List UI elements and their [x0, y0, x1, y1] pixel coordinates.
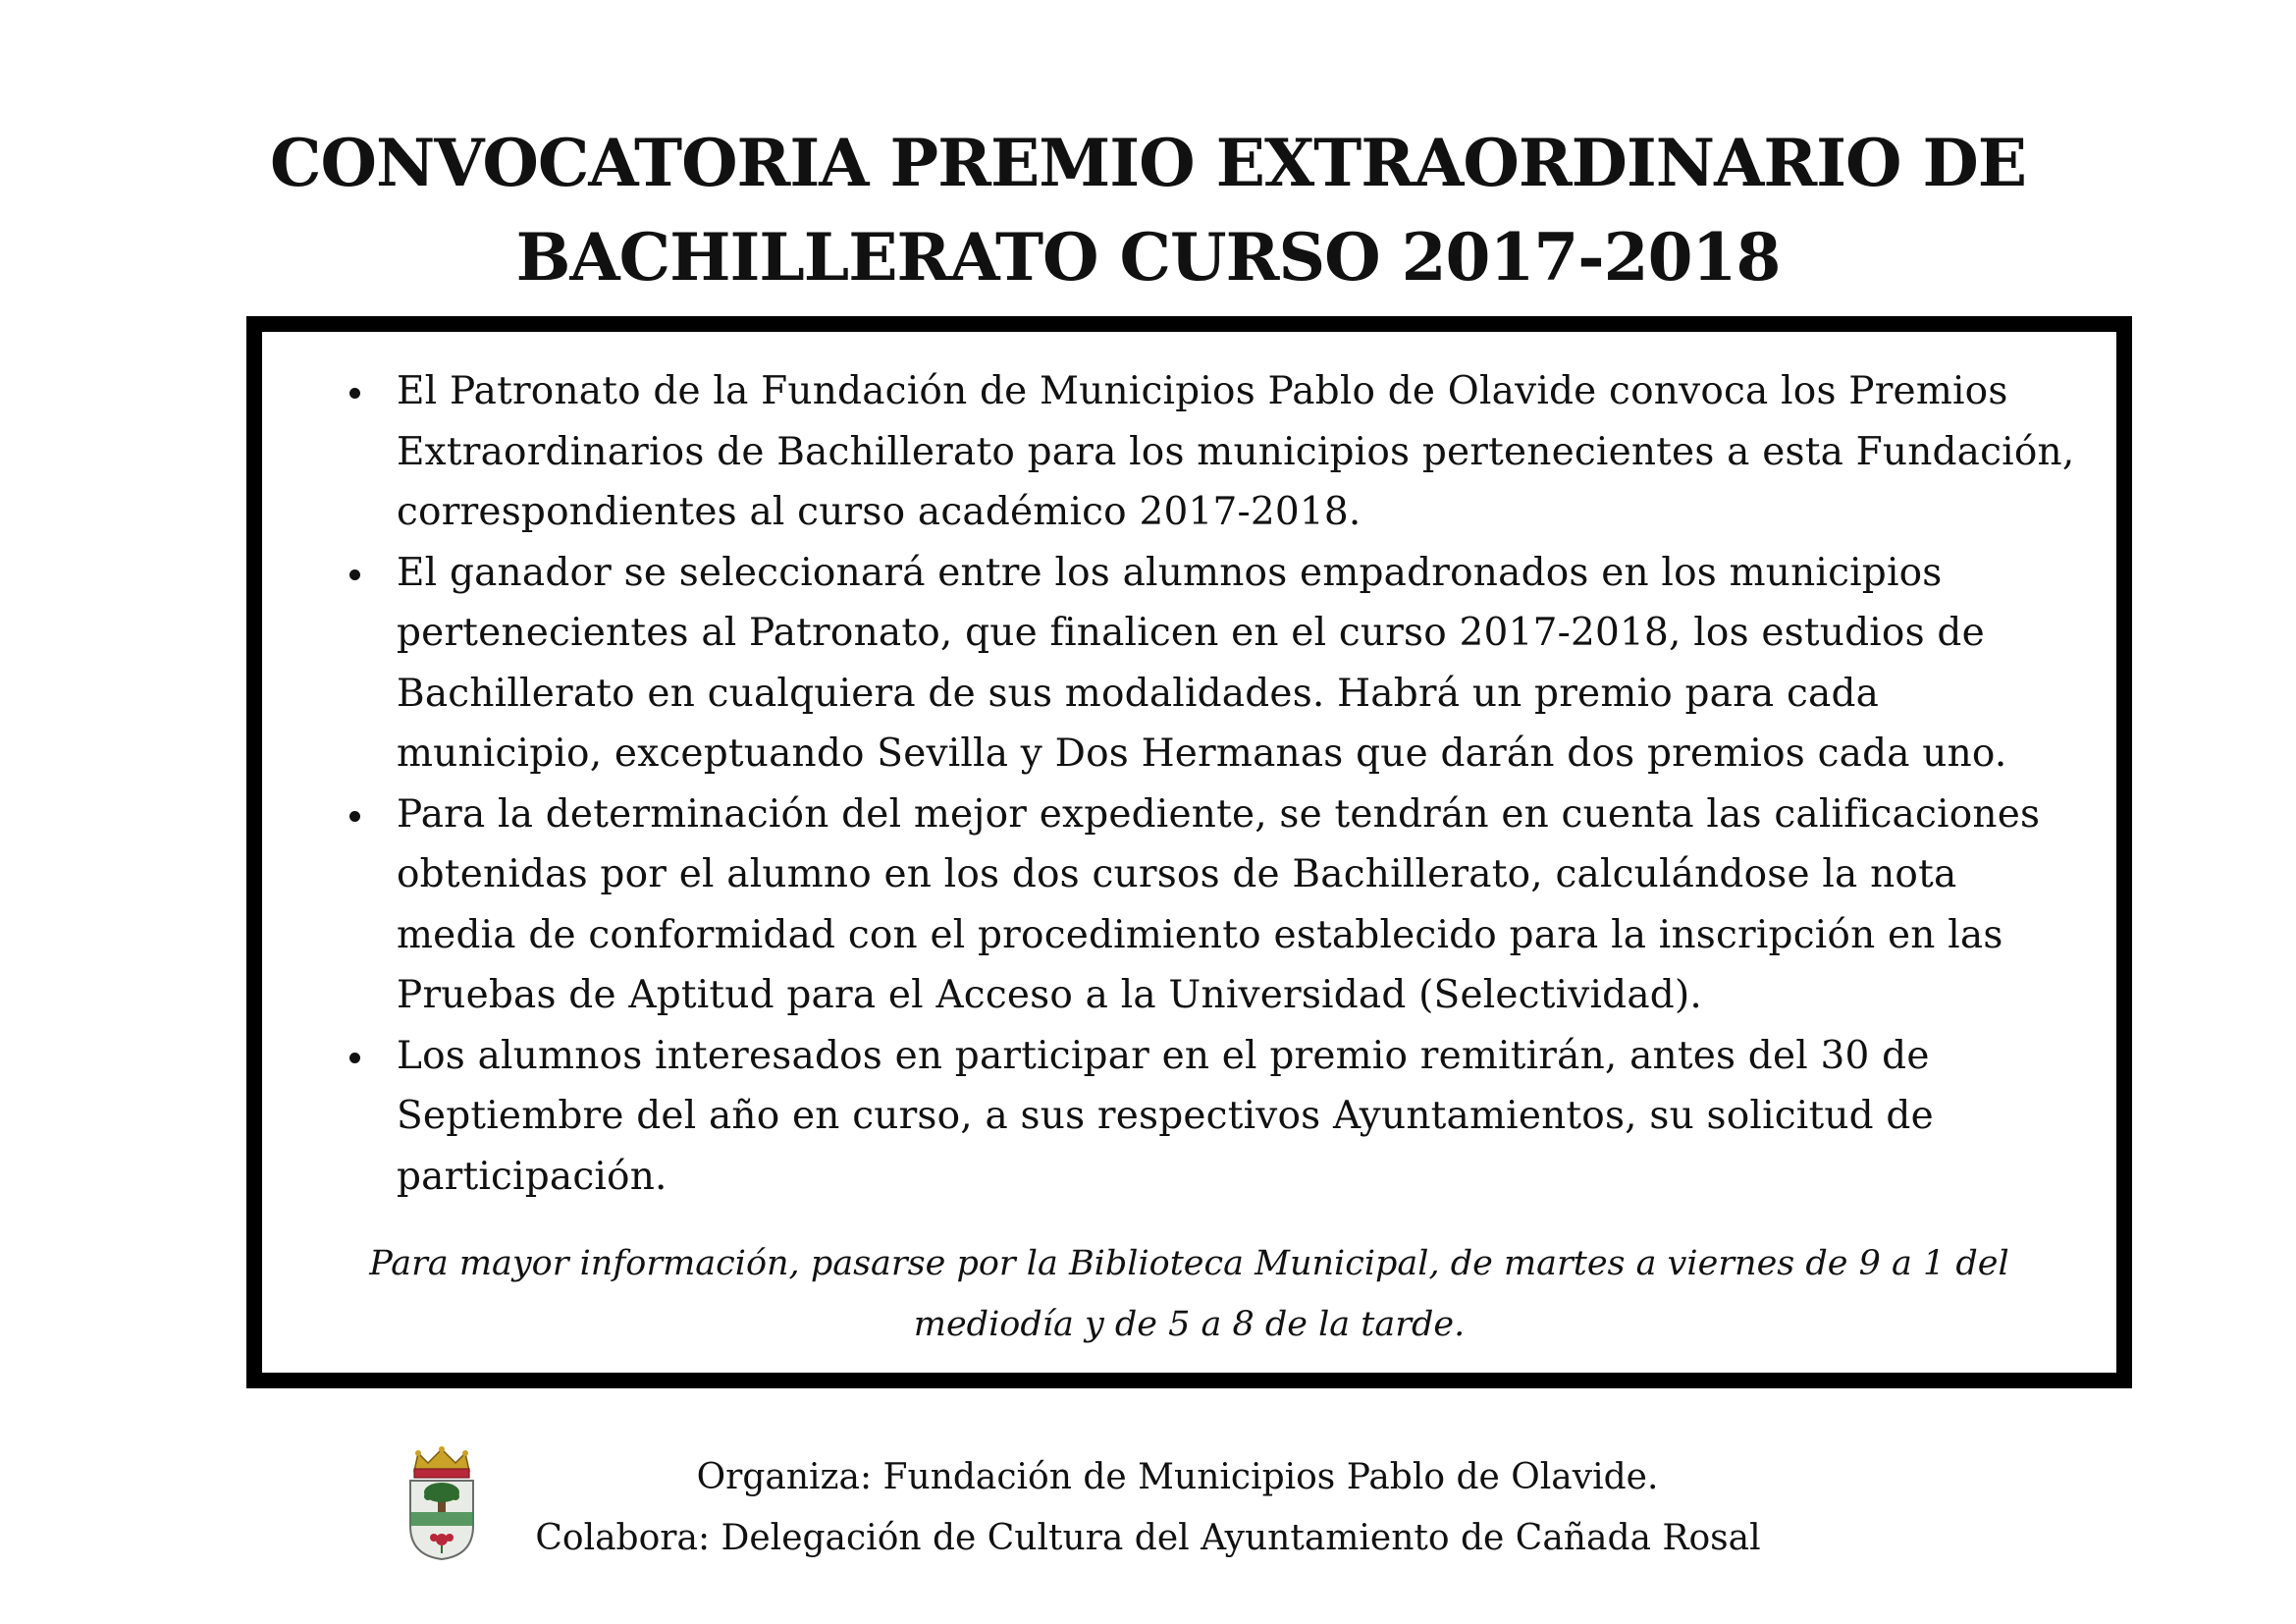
title-line-2: BACHILLERATO CURSO 2017-2018	[515, 219, 1781, 296]
announcement-frame	[246, 316, 2132, 1388]
announcement-list	[262, 361, 2116, 1207]
list-item-text: El Patronato de la Fundación de Municipios Pablo de Olavide convoca los Premios Extraordinarios de Bachillerato para los municipios pertenecientes a esta Fundación, correspondientes al curso académico 2017-2018.	[397, 369, 2075, 534]
list-item	[397, 1026, 2116, 1208]
page-title	[0, 116, 2296, 304]
list-item-text: Para la determinación del mejor expediente, se tendrán en cuenta las calificaciones obtenidas por el alumno en los dos cursos de Bachillerato, calculándose la nota media de conformidad con el procedimiento establecido para la inscripción en las Pruebas de Aptitud para el Acceso a la Universidad (Selectividad).	[397, 791, 2041, 1017]
footer-credits	[0, 1447, 2296, 1569]
footer-colabora: Colabora: Delegación de Cultura del Ayuntamiento de Cañada Rosal	[535, 1518, 1761, 1558]
list-item	[397, 543, 2116, 785]
list-item-text: El ganador se seleccionará entre los alumnos empadronados en los municipios pertenecientes al Patronato, que finalicen en el curso 2017-2018, los estudios de Bachillerato en cualquiera de sus modalidades. Habrá un premio para cada municipio, exceptuando Sevilla y Dos Hermanas que darán dos premios cada uno.	[397, 550, 2007, 776]
info-note	[262, 1233, 2116, 1355]
bullet-icon	[349, 388, 360, 399]
info-line-2: mediodía y de 5 a 8 de la tarde.	[913, 1305, 1466, 1344]
title-line-1: CONVOCATORIA PREMIO EXTRAORDINARIO DE	[269, 125, 2027, 201]
list-item	[397, 785, 2116, 1026]
list-item-text: Los alumnos interesados en participar en el premio remitirán, antes del 30 de Septiembre del año en curso, a sus respectivos Ayuntamientos, su solicitud de participación.	[397, 1033, 1934, 1199]
footer-organiza: Organiza: Fundación de Municipios Pablo de Olavide.	[696, 1457, 1659, 1497]
bullet-icon	[349, 811, 360, 822]
info-line-1: Para mayor información, pasarse por la Biblioteca Municipal, de martes a viernes de 9 a 1 del	[369, 1244, 2009, 1283]
list-item	[397, 361, 2116, 543]
bullet-icon	[349, 569, 360, 580]
bullet-icon	[349, 1053, 360, 1063]
